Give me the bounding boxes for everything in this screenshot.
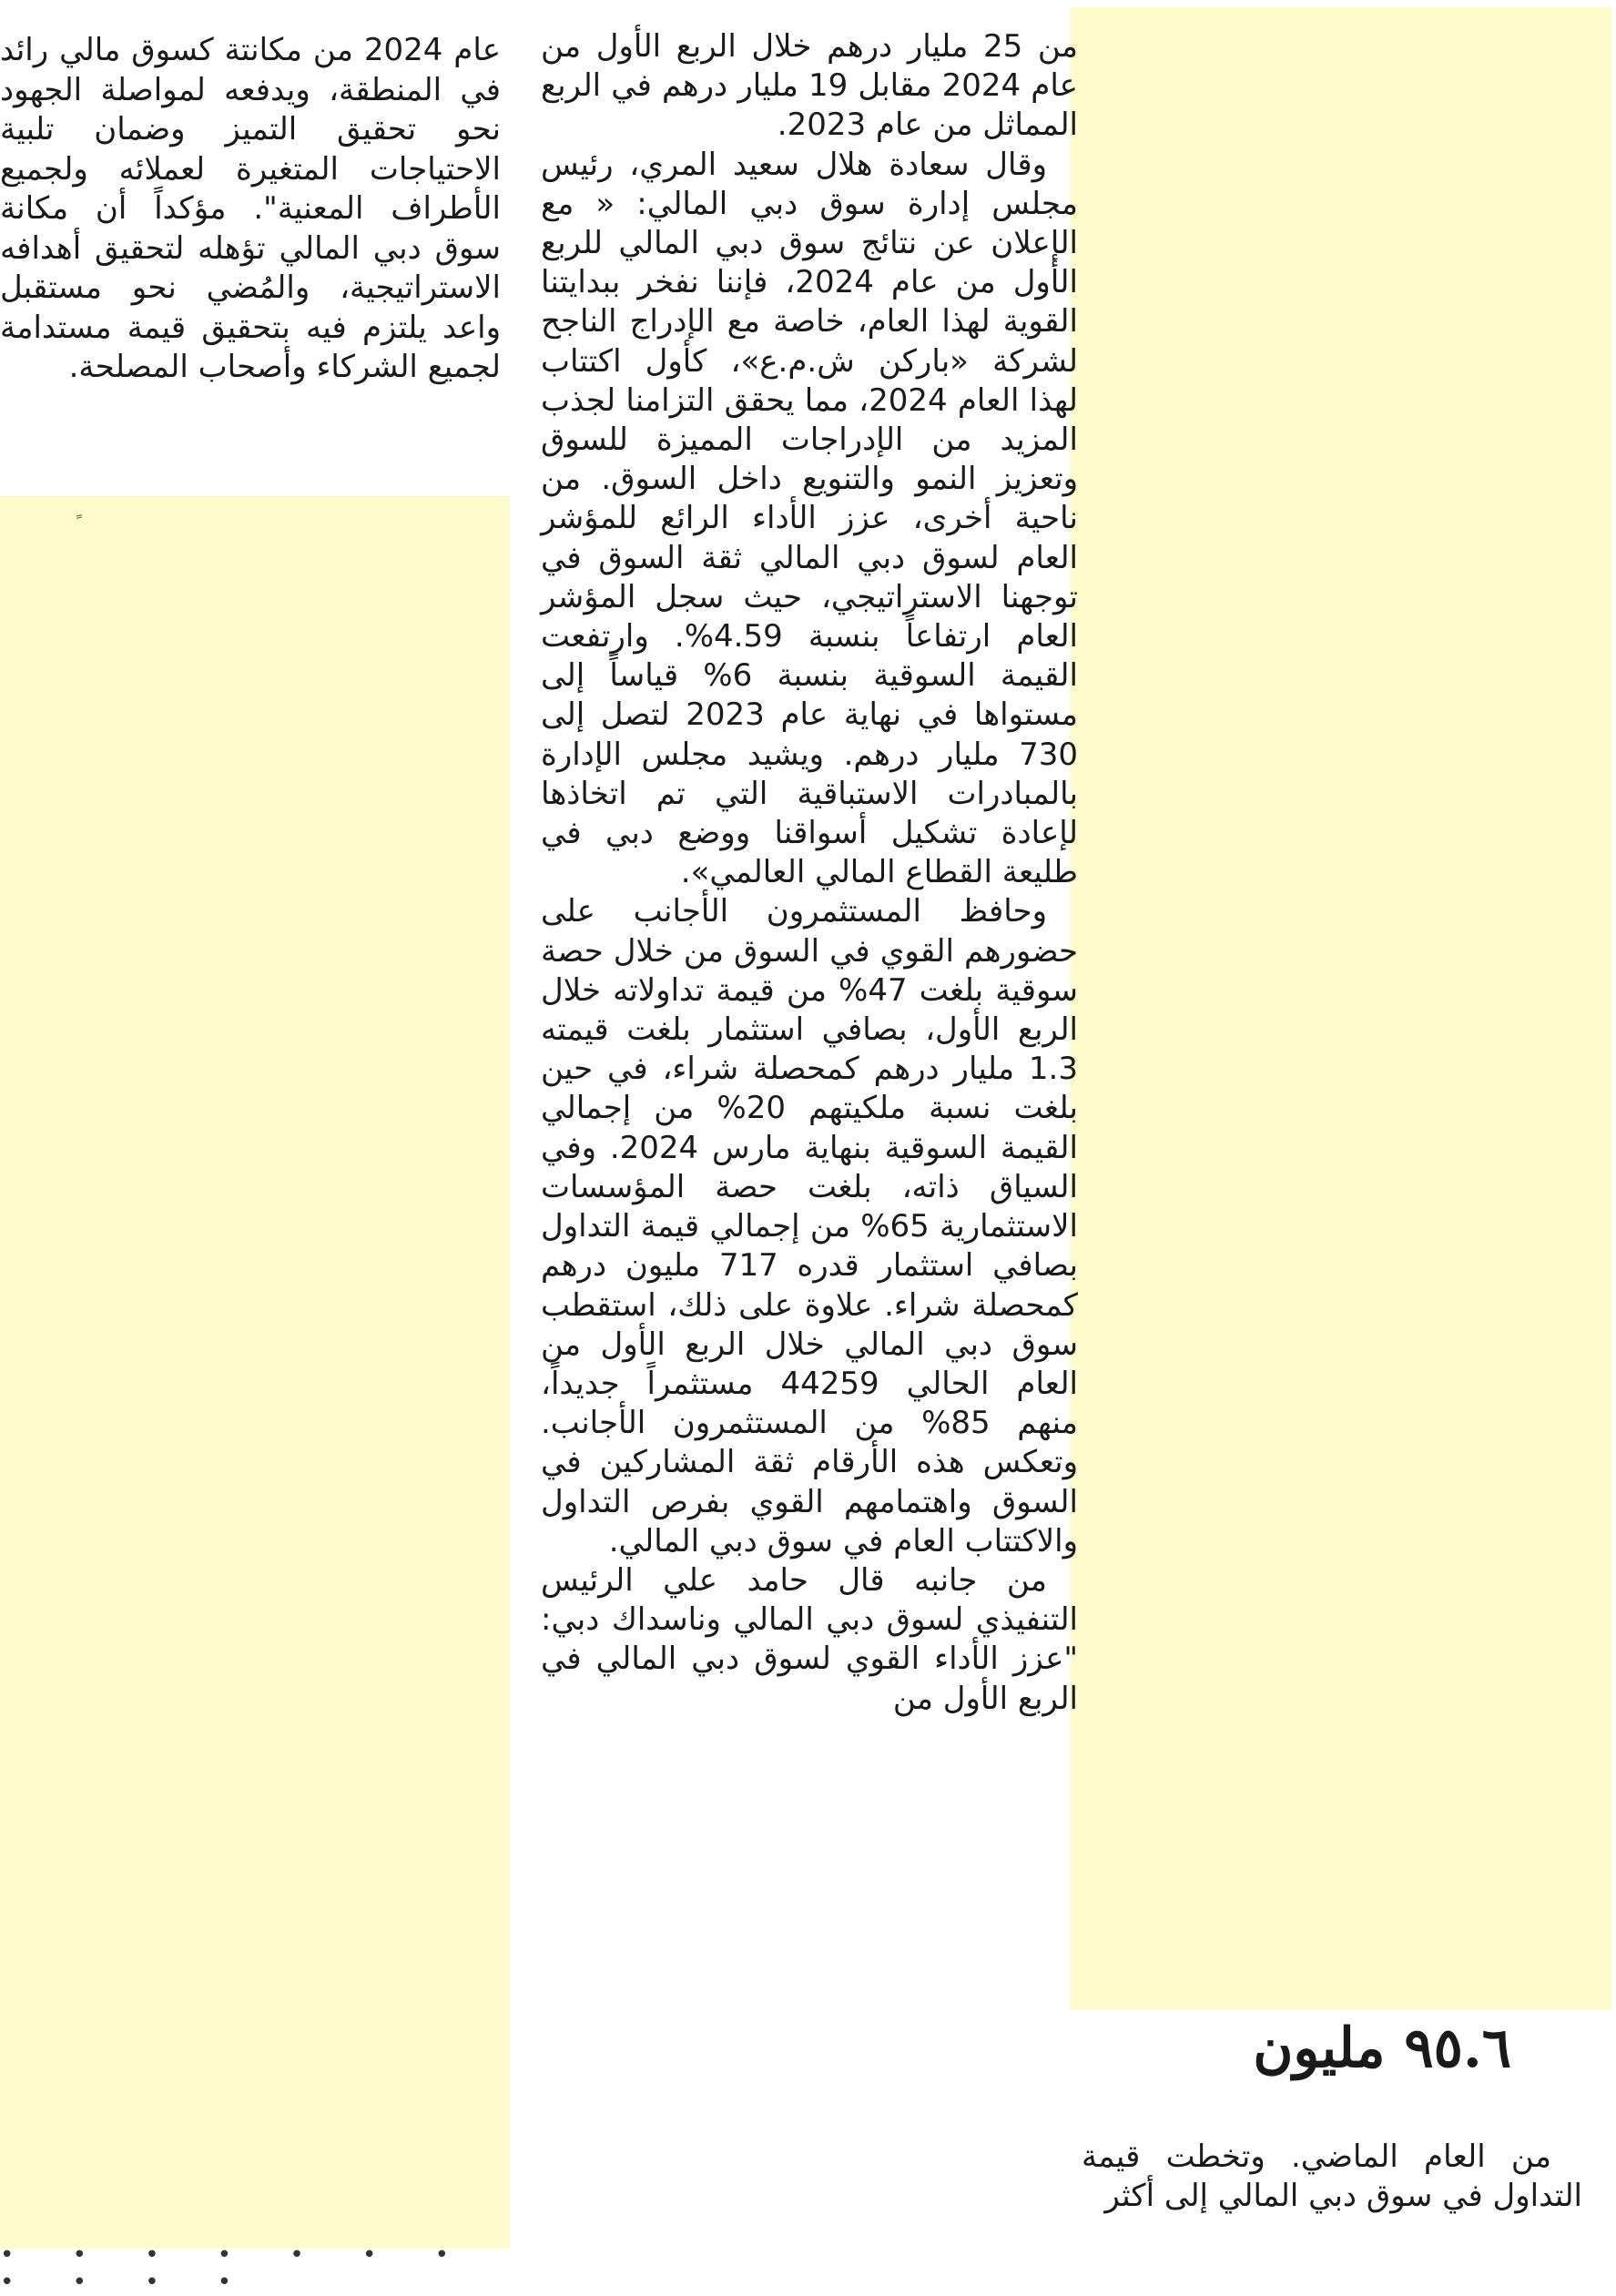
right-column-text [1082,2138,1582,2216]
middle-column [541,27,1078,1719]
paragraph: من 25 مليار درهم خلال الربع الأول من عام 2024 مقابل 19 مليار درهم في الربع المماثل من عام 2023. [541,28,1079,144]
cropped-text-row: • • • • • • • • • • • [0,2241,474,2296]
paragraph: وقال سعادة هلال سعيد المري، رئيس مجلس إدارة سوق دبي المالي: « مع الإعلان عن نتائج سوق دبي المالي للربع الأول من عام 2024، فإننا نفخر ببدايتنا القوية لهذا العام، خاصة مع الإدراج الناجح لشركة «باركن ش.م.ع»، كأول اكتتاب لهذا العام 2024، مما يحقق التزامنا لجذب المزيد من الإدراجات المميزة للسوق وتعزيز النمو والتنويع داخل السوق. من ناحية أخرى، عزز الأداء الرائع للمؤشر العام لسوق دبي المالي ثقة السوق في توجهنا الاستراتيجي، حيث سجل المؤشر العام ارتفاعاً بنسبة 4.59%. وارتفعت القيمة السوقية بنسبة 6% قياساً إلى مستواها في نهاية عام 2023 لتصل إلى 730 مليار درهم. ويشيد مجلس الإدارة بالمبادرات الاستباقية التي تم اتخاذها لإعادة تشكيل أسواقنا ووضع دبي في طليعة القطاع المالي العالمي». [541,146,1079,891]
highlight-panel-left [0,496,510,2249]
paragraph: عام 2024 من مكانتة كسوق مالي رائد في المنطقة، ويدفعه لمواصلة الجهود نحو تحقيق التميز وضمان تلبية الاحتياجات المتغيرة لعملائه ولجميع الأطراف المعنية". مؤكداً أن مكانة سوق دبي المالي تؤهله لتحقيق أهدافه الاستراتيجية، والمُضي نحو مستقبل واعد يلتزم فيه بتحقيق قيمة مستدامة لجميع الشركاء وأصحاب المصلحة. [0,32,501,385]
highlight-panel-right [1070,7,1611,2010]
paragraph: من العام الماضي. وتخطت قيمة التداول في سوق دبي المالي إلى أكثر [1082,2139,1582,2214]
figure-heading: ٩٥.٦ مليون [1253,2017,1511,2080]
left-column [0,31,501,388]
paragraph: من جانبه قال حامد علي الرئيس التنفيذي لسوق دبي المالي وناسداك دبي: "عزز الأداء القوي لسوق دبي المالي في الربع الأول من [541,1561,1078,1717]
paragraph: وحافظ المستثمرون الأجانب على حضورهم القوي في السوق من خلال حصة سوقية بلغت 47% من قيمة تداولاته خلال الربع الأول، بصافي استثمار بلغت قيمته 1.3 مليار درهم كمحصلة شراء، في حين بلغت نسبة ملكيتهم 20% من إجمالي القيمة السوقية بنهاية مارس 2024. وفي السياق ذاته، بلغت حصة المؤسسات الاستثمارية 65% من إجمالي قيمة التداول بصافي استثمار قدره 717 مليون درهم كمحصلة شراء. علاوة على ذلك، استقطب سوق دبي المالي خلال الربع الأول من العام الحالي 44259 مستثمراً جديداً، منهم 85% من المستثمرون الأجانب. وتعكس هذه الأرقام ثقة المشاركين في السوق واهتمامهم القوي بفرص التداول والاكتتاب العام في سوق دبي المالي. [541,893,1079,1559]
